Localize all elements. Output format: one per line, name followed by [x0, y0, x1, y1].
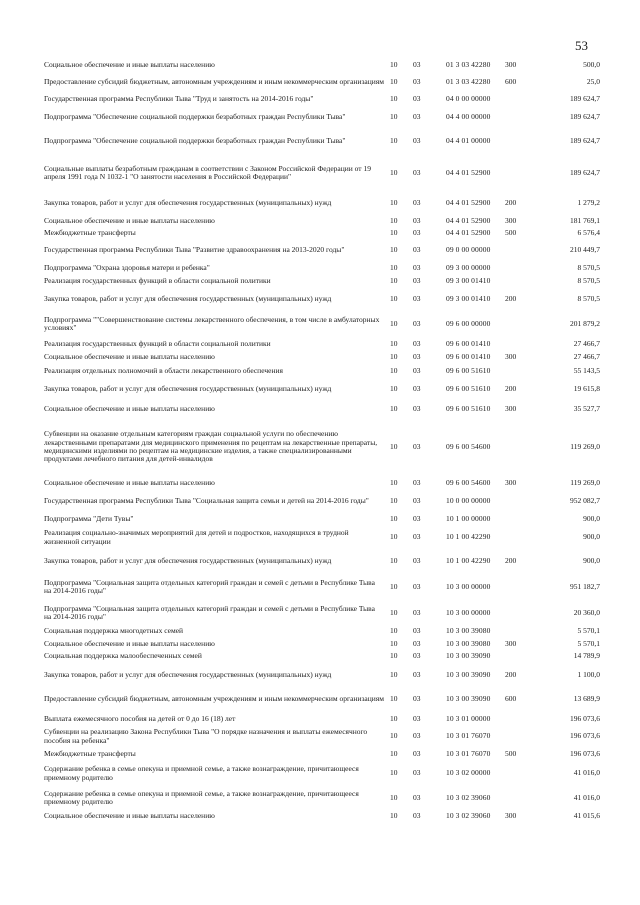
section-code: 10	[390, 513, 398, 523]
subsection-code: 03	[413, 792, 421, 802]
table-row	[44, 761, 600, 786]
table-row	[44, 573, 600, 601]
subsection-code: 03	[413, 365, 421, 375]
section-code: 10	[390, 352, 398, 362]
target-article-code: 10 3 02 39060	[446, 810, 491, 820]
amount: 20 360,0	[573, 607, 600, 617]
subsection-code: 03	[413, 59, 421, 69]
target-article-code: 09 3 00 01410	[446, 275, 491, 285]
amount: 8 570,5	[577, 293, 600, 303]
target-article-code: 09 0 00 00000	[446, 244, 491, 254]
table-row	[44, 601, 600, 625]
expense-type-code: 200	[505, 669, 517, 679]
amount: 8 570,5	[577, 275, 600, 285]
amount: 14 789,9	[573, 651, 600, 661]
target-article-code: 10 1 00 42290	[446, 555, 491, 565]
amount: 900,0	[583, 532, 600, 542]
table-row	[44, 351, 600, 364]
row-name: Закупка товаров, работ и услуг для обеспечения государственных (муниципальных) нужд	[44, 293, 332, 303]
target-article-code: 09 6 00 51610	[446, 365, 491, 375]
target-article-code: 10 3 00 39090	[446, 694, 491, 704]
target-article-code: 04 4 01 00000	[446, 136, 491, 146]
section-code: 10	[390, 768, 398, 778]
table-row	[44, 687, 600, 712]
section-code: 10	[390, 495, 398, 505]
section-code: 10	[390, 136, 398, 146]
row-name: Реализация государственных функций в области социальной политики	[44, 338, 271, 348]
section-code: 10	[390, 338, 398, 348]
target-article-code: 04 4 00 00000	[446, 112, 491, 122]
target-article-code: 10 3 01 00000	[446, 713, 491, 723]
subsection-code: 03	[413, 318, 421, 328]
amount: 189 624,7	[570, 167, 600, 177]
table-row	[44, 476, 600, 490]
table-row	[44, 337, 600, 351]
subsection-code: 03	[413, 198, 421, 208]
subsection-code: 03	[413, 136, 421, 146]
subsection-code: 03	[413, 167, 421, 177]
table-row	[44, 400, 600, 418]
table-row	[44, 490, 600, 512]
section-code: 10	[390, 244, 398, 254]
table-row	[44, 72, 600, 92]
section-code: 10	[390, 792, 398, 802]
target-article-code: 04 0 00 00000	[446, 93, 491, 103]
row-name: Подпрограмма "Обеспечение социальной поддержки безработных граждан Республики Тыва"	[44, 136, 346, 146]
target-article-code: 10 3 00 00000	[446, 607, 491, 617]
target-article-code: 01 3 03 42280	[446, 76, 491, 86]
section-code: 10	[390, 694, 398, 704]
row-name: Межбюджетные трансферты	[44, 748, 136, 758]
expense-type-code: 300	[505, 352, 517, 362]
section-code: 10	[390, 638, 398, 648]
table-row	[44, 512, 600, 526]
page-number: 53	[575, 38, 588, 53]
target-article-code: 09 6 00 01410	[446, 352, 491, 362]
row-name: Межбюджетные трансферты	[44, 227, 136, 237]
subsection-code: 03	[413, 215, 421, 225]
subsection-code: 03	[413, 338, 421, 348]
section-code: 10	[390, 227, 398, 237]
table-row	[44, 129, 600, 154]
table-row	[44, 650, 600, 663]
expense-type-code: 500	[505, 227, 517, 237]
section-code: 10	[390, 626, 398, 636]
subsection-code: 03	[413, 293, 421, 303]
amount: 119 269,0	[570, 477, 600, 487]
section-code: 10	[390, 275, 398, 285]
expense-type-code: 200	[505, 293, 517, 303]
target-article-code: 04 4 01 52900	[446, 227, 491, 237]
target-article-code: 09 6 00 54600	[446, 477, 491, 487]
amount: 952 082,7	[570, 495, 600, 505]
expense-type-code: 300	[505, 403, 517, 413]
row-name: Социальная поддержка многодетных семей	[44, 626, 184, 636]
amount: 196 073,6	[570, 731, 600, 741]
table-row	[44, 227, 600, 239]
section-code: 10	[390, 607, 398, 617]
row-name: Закупка товаров, работ и услуг для обеспечения государственных (муниципальных) нужд	[44, 669, 332, 679]
table-row	[44, 106, 600, 129]
amount: 189 624,7	[570, 93, 600, 103]
row-name: Государственная программа Республики Тыва "Развитие здравоохранения на 2013-2020 годы"	[44, 244, 345, 254]
amount: 900,0	[583, 555, 600, 565]
subsection-code: 03	[413, 638, 421, 648]
expense-type-code: 200	[505, 198, 517, 208]
amount: 41 016,0	[573, 768, 600, 778]
target-article-code: 10 1 00 42290	[446, 532, 491, 542]
table-row	[44, 192, 600, 215]
row-name: Подпрограмма "Дети Тувы"	[44, 513, 134, 523]
expense-type-code: 300	[505, 810, 517, 820]
table-row	[44, 747, 600, 761]
subsection-code: 03	[413, 651, 421, 661]
row-name: Реализация государственных функций в области социальной политики	[44, 275, 271, 285]
row-name: Государственная программа Республики Тыва "Труд и занятость на 2014-2016 годы"	[44, 93, 314, 103]
amount: 27 466,7	[573, 338, 600, 348]
section-code: 10	[390, 167, 398, 177]
row-name: Субвенции на оказание отдельным категориям граждан социальной услуги по обеспечению лекарственными препаратами для медицинского применения по рецептам на лекарственные препараты, медицинскими изделиями по рецептам на медицинские изделия, а также специализированными продуктами лечебного питания для детей-инвалидов	[44, 429, 378, 464]
amount: 500,0	[583, 59, 600, 69]
section-code: 10	[390, 318, 398, 328]
amount: 189 624,7	[570, 136, 600, 146]
amount: 196 073,6	[570, 748, 600, 758]
subsection-code: 03	[413, 581, 421, 591]
row-name: Социальные выплаты безработным гражданам в соответствии с Законом Российской Федерации от 19 апреля 1991 года N 1032-1 "О занятости населения в Российской Федерации"	[44, 163, 371, 181]
amount: 25,0	[586, 76, 600, 86]
section-code: 10	[390, 669, 398, 679]
table-row	[44, 287, 600, 311]
subsection-code: 03	[413, 731, 421, 741]
target-article-code: 09 6 00 51610	[446, 383, 491, 393]
target-article-code: 10 3 02 00000	[446, 768, 491, 778]
section-code: 10	[390, 76, 398, 86]
row-name: Социальное обеспечение и иные выплаты населению	[44, 352, 215, 362]
section-code: 10	[390, 198, 398, 208]
target-article-code: 10 3 01 76070	[446, 748, 491, 758]
table-row	[44, 154, 600, 192]
section-code: 10	[390, 731, 398, 741]
expense-type-code: 300	[505, 477, 517, 487]
target-article-code: 09 3 00 01410	[446, 293, 491, 303]
subsection-code: 03	[413, 403, 421, 413]
amount: 210 449,7	[570, 244, 600, 254]
expense-type-code: 200	[505, 383, 517, 393]
target-article-code: 09 6 00 54600	[446, 441, 491, 451]
row-name: Государственная программа Республики Тыва "Социальная защита семьи и детей на 2014-2016 годы"	[44, 495, 369, 505]
target-article-code: 10 3 00 39090	[446, 651, 491, 661]
amount: 119 269,0	[570, 441, 600, 451]
table-row	[44, 364, 600, 378]
expense-type-code: 300	[505, 59, 517, 69]
table-row	[44, 418, 600, 476]
subsection-code: 03	[413, 383, 421, 393]
amount: 55 143,5	[573, 365, 600, 375]
row-name: Социальное обеспечение и иные выплаты населению	[44, 59, 215, 69]
table-row	[44, 712, 600, 726]
target-article-code: 10 3 00 39090	[446, 669, 491, 679]
row-name: Реализация социально-значимых мероприятий для детей и подростков, находящихся в трудной жизненной ситуации	[44, 528, 349, 546]
target-article-code: 04 4 01 52900	[446, 198, 491, 208]
amount: 900,0	[583, 513, 600, 523]
subsection-code: 03	[413, 244, 421, 254]
row-name: Реализация отдельных полномочий в области лекарственного обеспечения	[44, 365, 283, 375]
expense-type-code: 200	[505, 555, 517, 565]
subsection-code: 03	[413, 352, 421, 362]
table-row	[44, 311, 600, 337]
budget-table	[44, 58, 600, 822]
subsection-code: 03	[413, 810, 421, 820]
target-article-code: 09 3 00 00000	[446, 262, 491, 272]
section-code: 10	[390, 93, 398, 103]
table-row	[44, 638, 600, 650]
table-row	[44, 526, 600, 549]
section-code: 10	[390, 555, 398, 565]
row-name: Социальное обеспечение и иные выплаты населению	[44, 638, 215, 648]
row-name: Подпрограмма "Социальная защита отдельных категорий граждан и семей с детьми в Республике Тыва на 2014-2016 годы"	[44, 603, 375, 621]
subsection-code: 03	[413, 262, 421, 272]
subsection-code: 03	[413, 112, 421, 122]
row-name: Социальное обеспечение и иные выплаты населению	[44, 215, 215, 225]
table-row	[44, 810, 600, 822]
target-article-code: 04 4 01 52900	[446, 167, 491, 177]
amount: 181 769,1	[570, 215, 600, 225]
row-name: Субвенции на реализацию Закона Республики Тыва "О порядке назначения и выплаты ежемесячного пособия на ребенка"	[44, 727, 368, 745]
subsection-code: 03	[413, 669, 421, 679]
row-name: Закупка товаров, работ и услуг для обеспечения государственных (муниципальных) нужд	[44, 383, 332, 393]
subsection-code: 03	[413, 694, 421, 704]
amount: 951 182,7	[570, 581, 600, 591]
table-row	[44, 92, 600, 106]
amount: 5 570,1	[577, 638, 600, 648]
amount: 1 100,0	[577, 669, 600, 679]
table-row	[44, 261, 600, 275]
subsection-code: 03	[413, 441, 421, 451]
row-name: Социальное обеспечение и иные выплаты населению	[44, 403, 215, 413]
target-article-code: 10 3 00 00000	[446, 581, 491, 591]
row-name: Подпрограмма "Охрана здоровья матери и ребенка"	[44, 262, 210, 272]
section-code: 10	[390, 651, 398, 661]
target-article-code: 10 3 01 76070	[446, 731, 491, 741]
row-name: Подпрограмма ""Совершенствование системы лекарственного обеспечения, в том числе в амбулаторных условиях"	[44, 314, 380, 332]
table-row	[44, 625, 600, 638]
subsection-code: 03	[413, 555, 421, 565]
table-row	[44, 215, 600, 227]
row-name: Содержание ребенка в семье опекуна и приемной семье, а также вознаграждение, причитающееся приемному родителю	[44, 764, 359, 782]
target-article-code: 01 3 03 42280	[446, 59, 491, 69]
subsection-code: 03	[413, 532, 421, 542]
amount: 196 073,6	[570, 713, 600, 723]
section-code: 10	[390, 383, 398, 393]
subsection-code: 03	[413, 626, 421, 636]
expense-type-code: 600	[505, 76, 517, 86]
section-code: 10	[390, 441, 398, 451]
section-code: 10	[390, 532, 398, 542]
subsection-code: 03	[413, 76, 421, 86]
section-code: 10	[390, 262, 398, 272]
section-code: 10	[390, 403, 398, 413]
table-row	[44, 549, 600, 573]
subsection-code: 03	[413, 713, 421, 723]
amount: 41 016,0	[573, 792, 600, 802]
target-article-code: 09 6 00 51610	[446, 403, 491, 413]
subsection-code: 03	[413, 748, 421, 758]
table-row	[44, 239, 600, 261]
table-row	[44, 275, 600, 287]
row-name: Предоставление субсидий бюджетным, автономным учреждениям и иным некоммерческим организациям	[44, 694, 384, 704]
subsection-code: 03	[413, 513, 421, 523]
subsection-code: 03	[413, 93, 421, 103]
subsection-code: 03	[413, 768, 421, 778]
target-article-code: 10 3 00 39080	[446, 638, 491, 648]
row-name: Подпрограмма "Социальная защита отдельных категорий граждан и семей с детьми в Республике Тыва на 2014-2016 годы"	[44, 577, 375, 595]
table-row	[44, 726, 600, 747]
target-article-code: 09 6 00 01410	[446, 338, 491, 348]
amount: 189 624,7	[570, 112, 600, 122]
section-code: 10	[390, 713, 398, 723]
target-article-code: 10 3 02 39060	[446, 792, 491, 802]
row-name: Содержание ребенка в семье опекуна и приемной семье, а также вознаграждение, причитающееся приемному родителю	[44, 788, 359, 806]
table-row	[44, 378, 600, 400]
amount: 201 879,2	[570, 318, 600, 328]
expense-type-code: 300	[505, 638, 517, 648]
subsection-code: 03	[413, 495, 421, 505]
row-name: Социальная поддержка малообеспеченных семей	[44, 651, 202, 661]
section-code: 10	[390, 293, 398, 303]
row-name: Закупка товаров, работ и услуг для обеспечения государственных (муниципальных) нужд	[44, 198, 332, 208]
amount: 27 466,7	[573, 352, 600, 362]
table-row	[44, 663, 600, 687]
subsection-code: 03	[413, 607, 421, 617]
row-name: Социальное обеспечение и иные выплаты населению	[44, 810, 215, 820]
section-code: 10	[390, 59, 398, 69]
row-name: Выплата ежемесячного пособия на детей от 0 до 16 (18) лет	[44, 713, 236, 723]
amount: 1 279,2	[577, 198, 600, 208]
amount: 19 615,8	[573, 383, 600, 393]
row-name: Предоставление субсидий бюджетным, автономным учреждениям и иным некоммерческим организациям	[44, 76, 384, 86]
amount: 6 576,4	[577, 227, 600, 237]
section-code: 10	[390, 112, 398, 122]
target-article-code: 10 1 00 00000	[446, 513, 491, 523]
subsection-code: 03	[413, 275, 421, 285]
expense-type-code: 300	[505, 215, 517, 225]
section-code: 10	[390, 215, 398, 225]
amount: 5 570,1	[577, 626, 600, 636]
subsection-code: 03	[413, 477, 421, 487]
amount: 13 689,9	[573, 694, 600, 704]
section-code: 10	[390, 365, 398, 375]
row-name: Закупка товаров, работ и услуг для обеспечения государственных (муниципальных) нужд	[44, 555, 332, 565]
row-name: Подпрограмма "Обеспечение социальной поддержки безработных граждан Республики Тыва"	[44, 112, 346, 122]
expense-type-code: 600	[505, 694, 517, 704]
amount: 35 527,7	[573, 403, 600, 413]
target-article-code: 10 0 00 00000	[446, 495, 491, 505]
section-code: 10	[390, 810, 398, 820]
amount: 41 015,6	[573, 810, 600, 820]
table-row	[44, 58, 600, 72]
expense-type-code: 500	[505, 748, 517, 758]
subsection-code: 03	[413, 227, 421, 237]
row-name: Социальное обеспечение и иные выплаты населению	[44, 477, 215, 487]
amount: 8 570,5	[577, 262, 600, 272]
target-article-code: 10 3 00 39080	[446, 626, 491, 636]
section-code: 10	[390, 748, 398, 758]
section-code: 10	[390, 581, 398, 591]
table-row	[44, 786, 600, 810]
section-code: 10	[390, 477, 398, 487]
target-article-code: 09 6 00 00000	[446, 318, 491, 328]
target-article-code: 04 4 01 52900	[446, 215, 491, 225]
